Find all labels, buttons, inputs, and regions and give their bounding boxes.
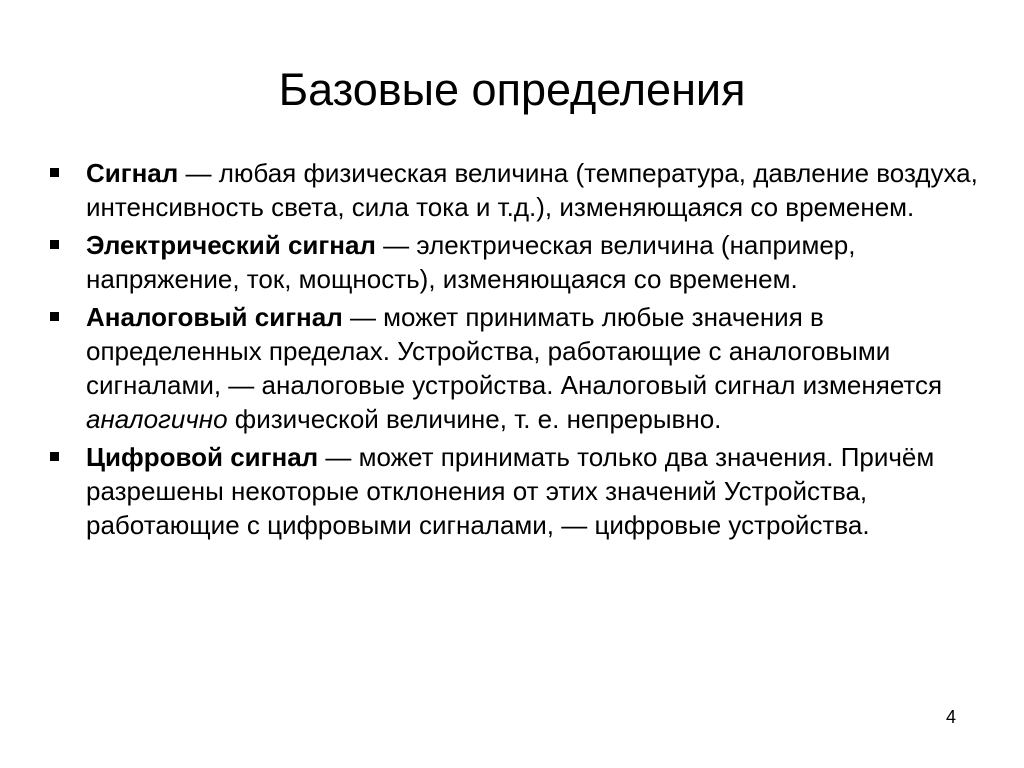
definition-text: — любая физическая величина (температура, давление воздуха, интенсивность света, сила тока и т.д.), изменяющаяся со временем. [86, 158, 978, 222]
definition-term: Электрический сигнал [86, 230, 376, 260]
slide-title: Базовые определения [278, 64, 746, 115]
definition-text: — может принимать только два значения. Причём разрешены некоторые отклонения от этих значений Устройства, работающие с цифровыми сигналами, — цифровые устройства. [86, 442, 935, 540]
definition-text: — электрическая величина (например, напряжение, ток, мощность), изменяющаяся со временем. [86, 230, 856, 294]
page-number: 4 [946, 707, 957, 727]
square-bullet-icon [50, 240, 59, 249]
definition-digital-signal [48, 440, 988, 542]
definition-signal [48, 156, 988, 224]
square-bullet-icon [50, 312, 59, 321]
square-bullet-icon [50, 168, 59, 177]
definitions-list [48, 156, 988, 546]
definition-text: — может принимать любые значения в определенных пределах. Устройства, работающие с аналоговыми сигналами, — аналоговые устройства. Аналоговый сигнал изменяется [86, 302, 943, 400]
definition-text-after: физической величине, т. е. непрерывно. [227, 404, 722, 434]
definition-term: Аналоговый сигнал [86, 302, 343, 332]
definition-emphasis: аналогично [86, 404, 228, 434]
definition-term: Сигнал [86, 158, 179, 188]
square-bullet-icon [50, 452, 59, 461]
definition-electric-signal [48, 228, 988, 296]
definition-term: Цифровой сигнал [86, 442, 319, 472]
definition-analog-signal [48, 300, 988, 436]
